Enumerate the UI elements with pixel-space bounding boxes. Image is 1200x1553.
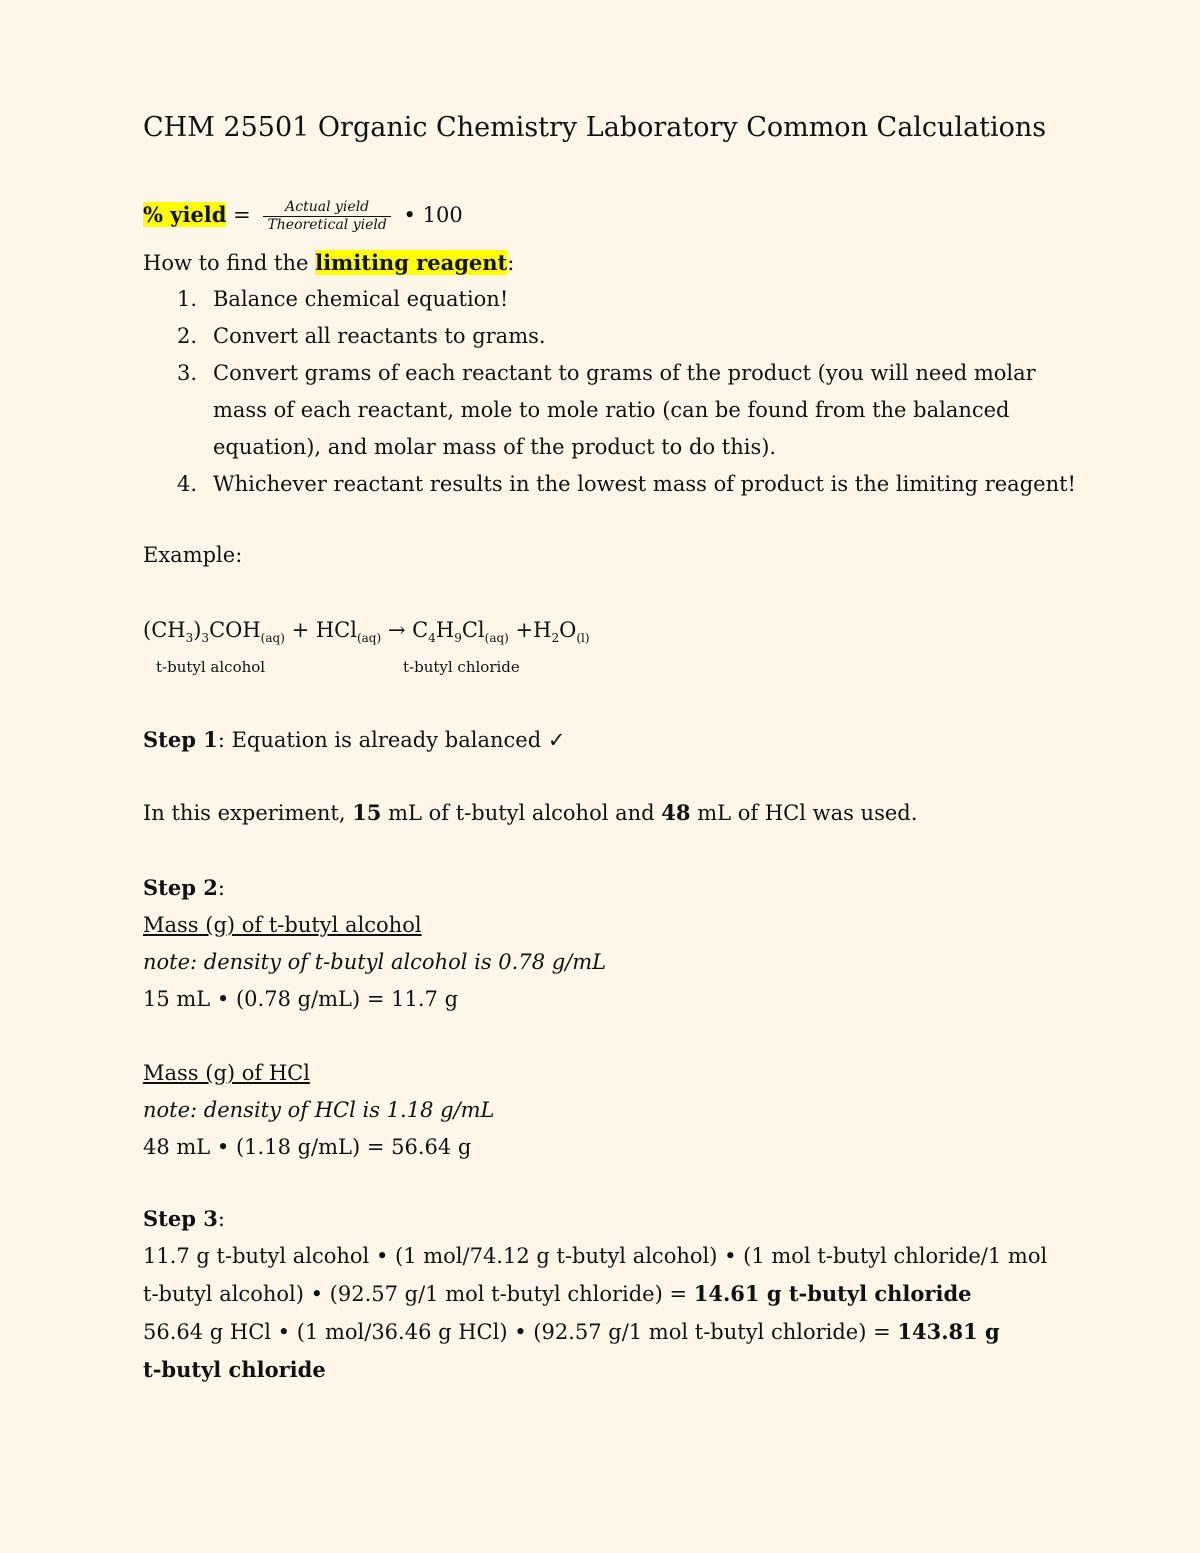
eq-subscript: 9: [454, 631, 462, 645]
eq-subscript: 3: [185, 631, 194, 645]
list-item: [143, 355, 1076, 466]
limiting-highlight: limiting reagent: [315, 250, 508, 275]
eq-text: (CH: [143, 618, 186, 642]
label-t-butyl-alcohol: t-butyl alcohol: [156, 658, 266, 676]
step-3-result-alcohol: 14.61 g t-butyl chloride: [693, 1281, 972, 1306]
limiting-heading: [143, 244, 514, 282]
list-text: Convert all reactants to grams.: [213, 324, 546, 348]
list-item: [143, 466, 1076, 503]
experiment-part: mL of HCl was used.: [690, 801, 918, 825]
step-3-result-hcl-unit: t-butyl chloride: [143, 1357, 326, 1382]
eq-arrow: →: [387, 618, 406, 642]
yield-formula: [143, 196, 463, 234]
limiting-steps-list: [143, 281, 1076, 503]
step-3-line: 11.7 g t-butyl alcohol • (1 mol/74.12 g t-butyl alcohol) • (1 mol t-butyl chloride/1 mol: [143, 1244, 1048, 1268]
eq-state: (aq): [260, 631, 285, 645]
yield-denominator: Theoretical yield: [267, 217, 387, 233]
step-3-label: Step 3: [143, 1206, 218, 1231]
limiting-prefix: How to find the: [143, 251, 316, 275]
yield-multiplier: • 100: [403, 203, 463, 227]
eq-text: O: [559, 618, 577, 642]
eq-state: (aq): [356, 631, 382, 645]
experiment-volume-hcl: 48: [661, 800, 691, 825]
step-1: [143, 721, 565, 759]
step-1-text: : Equation is already balanced ✓: [217, 728, 566, 752]
list-number: 4.: [177, 472, 198, 496]
list-number: 3.: [177, 361, 198, 385]
example-label: Example:: [143, 543, 243, 567]
eq-state: (aq): [484, 631, 509, 645]
limiting-suffix: :: [507, 251, 515, 275]
yield-numerator: Actual yield: [263, 199, 390, 217]
step-3-line: t-butyl alcohol) • (92.57 g/1 mol t-butyl chloride) =: [143, 1282, 694, 1306]
yield-equals: =: [233, 203, 251, 227]
eq-subscript: 2: [551, 631, 560, 645]
eq-text: COH: [209, 618, 261, 642]
eq-subscript: 3: [201, 631, 210, 645]
alcohol-mass-heading: Mass (g) of t-butyl alcohol: [143, 913, 422, 937]
eq-text: H: [435, 618, 455, 642]
step-2-colon: :: [217, 876, 225, 900]
experiment-volume-alcohol: 15: [352, 800, 382, 825]
label-t-butyl-chloride: t-butyl chloride: [403, 658, 520, 676]
list-item: [143, 281, 1076, 318]
step-3-colon: :: [217, 1207, 225, 1231]
step-3-line: 56.64 g HCl • (1 mol/36.46 g HCl) • (92.57 g/1 mol t-butyl chloride) =: [143, 1320, 898, 1344]
step-1-label: Step 1: [143, 727, 218, 752]
hcl-mass-calc: 48 mL • (1.18 g/mL) = 56.64 g: [143, 1135, 472, 1159]
reaction-equation: [143, 612, 590, 657]
eq-state: (l): [576, 631, 590, 645]
eq-text: Cl: [461, 618, 485, 642]
step-2-label: Step 2: [143, 875, 218, 900]
eq-text: +H: [515, 618, 552, 642]
experiment-part: In this experiment,: [143, 801, 353, 825]
step-3: [143, 1200, 1047, 1389]
eq-text: HCl: [315, 618, 357, 642]
eq-plus: +: [291, 618, 310, 642]
experiment-part: mL of t-butyl alcohol and: [381, 801, 662, 825]
list-number: 2.: [177, 324, 198, 348]
list-item: [143, 318, 1076, 355]
list-text: Whichever reactant results in the lowest mass of product is the limiting reagent!: [213, 472, 1076, 496]
yield-fraction: [263, 199, 390, 234]
yield-label: % yield: [143, 202, 227, 227]
list-text: Convert grams of each reactant to grams of the product (you will need molar mass of each reactant, mole to mole ratio (can be found from the balanced equation), and molar mass of the product to do this).: [213, 361, 1036, 459]
page-title: CHM 25501 Organic Chemistry Laboratory Common Calculations: [143, 112, 1047, 143]
list-number: 1.: [177, 287, 198, 311]
alcohol-density-note: note: density of t-butyl alcohol is 0.78 g/mL: [143, 950, 607, 974]
eq-subscript: 4: [428, 631, 436, 645]
eq-text: ): [193, 618, 202, 642]
eq-text: C: [412, 618, 429, 642]
hcl-density-note: note: density of HCl is 1.18 g/mL: [143, 1098, 495, 1122]
alcohol-mass-calc: 15 mL • (0.78 g/mL) = 11.7 g: [143, 987, 459, 1011]
hcl-mass-heading: Mass (g) of HCl: [143, 1061, 310, 1085]
list-text: Balance chemical equation!: [213, 287, 509, 311]
experiment-text: [143, 794, 917, 832]
step-3-result-hcl: 143.81 g: [897, 1319, 1000, 1344]
step-2: [143, 869, 606, 1166]
